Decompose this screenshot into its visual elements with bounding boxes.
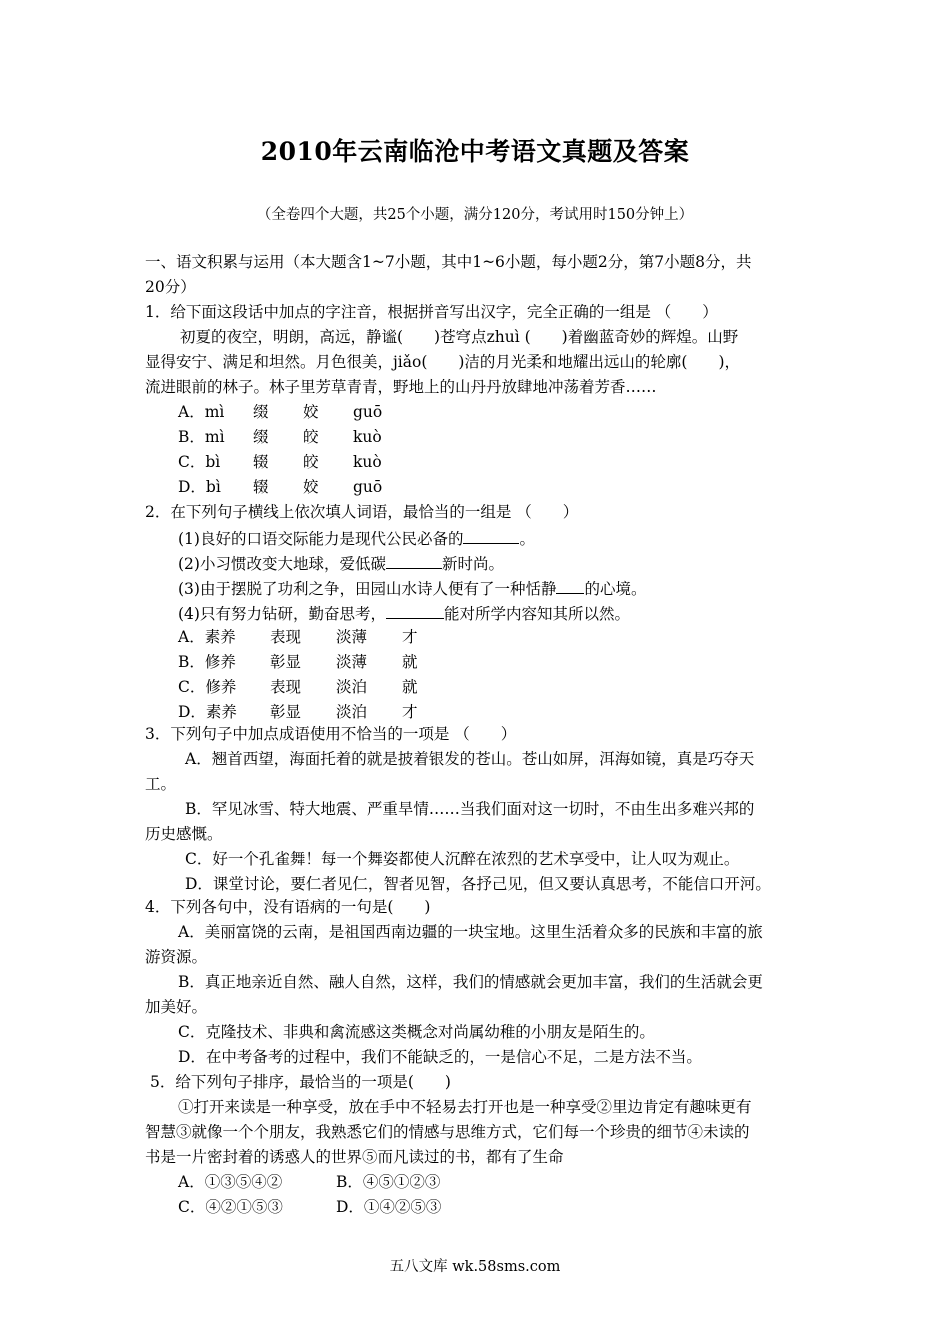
question-3-stem: 3．下列句子中加点成语使用不恰当的一项是 （ ） [145,725,517,743]
question-1-option-d: D．bì 辍 姣 guō [178,478,383,496]
question-4-stem: 4．下列各句中，没有语病的一句是( ) [145,898,431,916]
question-1-option-c: C．bì 辍 皎 kuò [178,453,382,471]
question-2-sentence-1: (1)良好的口语交际能力是现代公民必备的 。 [178,525,848,550]
question-5-passage-line: ①打开来读是一种享受，放在手中不轻易去打开也是一种享受②里边肯定有趣味更有 [178,1098,752,1116]
question-1-passage-line: 显得安宁、满足和坦然。月色很美，jiǎo( )洁的月光柔和地耀出远山的轮廓( )， [145,353,741,371]
question-3-option-b: B．罕见冰雪、特大地震、严重旱情……当我们面对这一切时，不由生出多难兴邦的 [185,800,755,818]
question-4-option-b: B．真正地亲近自然、融人自然，这样，我们的情感就会更加丰富，我们的生活就会更 [178,973,763,991]
question-2-sentence-4: (4)只有努力钻研，勤奋思考， 能对所学内容知其所以然。 [178,600,848,625]
question-2-sentence-3: (3)由于摆脱了功利之争，田园山水诗人便有了一种恬静 的心境。 [178,575,848,600]
question-2-option-d: D．素养 彰显 淡泊 才 [178,703,418,721]
question-3-option-b-cont: 历史感慨。 [145,825,223,843]
question-3-option-a-cont: 工。 [145,775,177,793]
question-2-stem: 2．在下列句子横线上依次填人词语，最恰当的一组是 （ ） [145,503,579,521]
section-heading: 一、语文积累与运用（本大题含1~7小题，其中1~6小题，每小题2分，第7小题8分，共 [145,253,752,271]
question-5-option-a: A．①③⑤④② [178,1173,283,1191]
question-1-option-b: B．mì 缀 皎 kuò [178,428,382,446]
question-5-options-row [178,1170,848,1195]
question-5-option-b: B．④⑤①②③ [336,1173,441,1191]
question-4-option-a-cont: 游资源。 [145,948,208,966]
exam-info: （全卷四个大题，共25个小题，满分120分，考试用时150分钟上） [256,207,694,223]
question-3-option-c: C．好一个孔雀舞！每一个舞姿都使人沉醉在浓烈的艺术享受中，让人叹为观止。 [185,850,740,868]
question-2-option-a: A．素养 表现 淡薄 才 [178,628,418,646]
question-4-option-d: D．在中考备考的过程中，我们不能缺乏的，一是信心不足，二是方法不当。 [178,1048,702,1066]
question-3-option-a: A．翘首西望，海面托着的就是披着银发的苍山。苍山如屏，洱海如镜，真是巧夺天 [185,750,755,768]
question-5-passage-line: 智慧③就像一个个朋友，我熟悉它们的情感与思维方式，它们每一个珍贵的细节④未读的 [145,1123,750,1141]
page-footer: 五八文库 wk.58sms.com [389,1259,561,1275]
question-5-options-row [178,1195,848,1220]
question-5-stem: 5．给下列句子排序，最恰当的一项是( ) [150,1073,451,1091]
question-4-option-a: A．美丽富饶的云南，是祖国西南边疆的一块宝地。这里生活着众多的民族和丰富的旅 [178,923,763,941]
question-4-option-c: C．克隆技术、非典和禽流感这类概念对尚属幼稚的小朋友是陌生的。 [178,1023,655,1041]
question-1-passage-line: 流进眼前的林子。林子里芳草青青，野地上的山丹丹放肆地冲荡着芳香…… [145,378,657,396]
question-2-sentence-2: (2)小习惯改变大地球，爱低碳 新时尚。 [178,550,848,575]
question-5-option-d: D．①④②⑤③ [336,1198,442,1216]
question-1-stem: 1．给下面这段话中加点的字注音，根据拼音写出汉字，完全正确的一组是 （ ） [145,303,718,321]
page-title: 2010年云南临沧中考语文真题及答案 [260,137,690,166]
question-2-option-c: C．修养 表现 淡泊 就 [178,678,418,696]
question-5-option-c: C．④②①⑤③ [178,1198,283,1216]
question-1-option-a: A．mì 缀 姣 guō [178,403,383,421]
section-heading-cont: 20分） [145,278,196,296]
question-4-option-b-cont: 加美好。 [145,998,208,1016]
question-2-option-b: B．修养 彰显 淡薄 就 [178,653,418,671]
question-5-passage-line: 书是一片密封着的诱惑人的世界⑤而凡读过的书，都有了生命 [145,1148,564,1166]
question-1-passage-line: 初夏的夜空，明朗，高远，静谧( )苍穹点zhuì ( )着幽蓝奇妙的辉煌。山野 [180,328,739,346]
question-3-option-d: D．课堂讨论，要仁者见仁，智者见智，各抒己见，但又要认真思考，不能信口开河。 [185,875,771,893]
